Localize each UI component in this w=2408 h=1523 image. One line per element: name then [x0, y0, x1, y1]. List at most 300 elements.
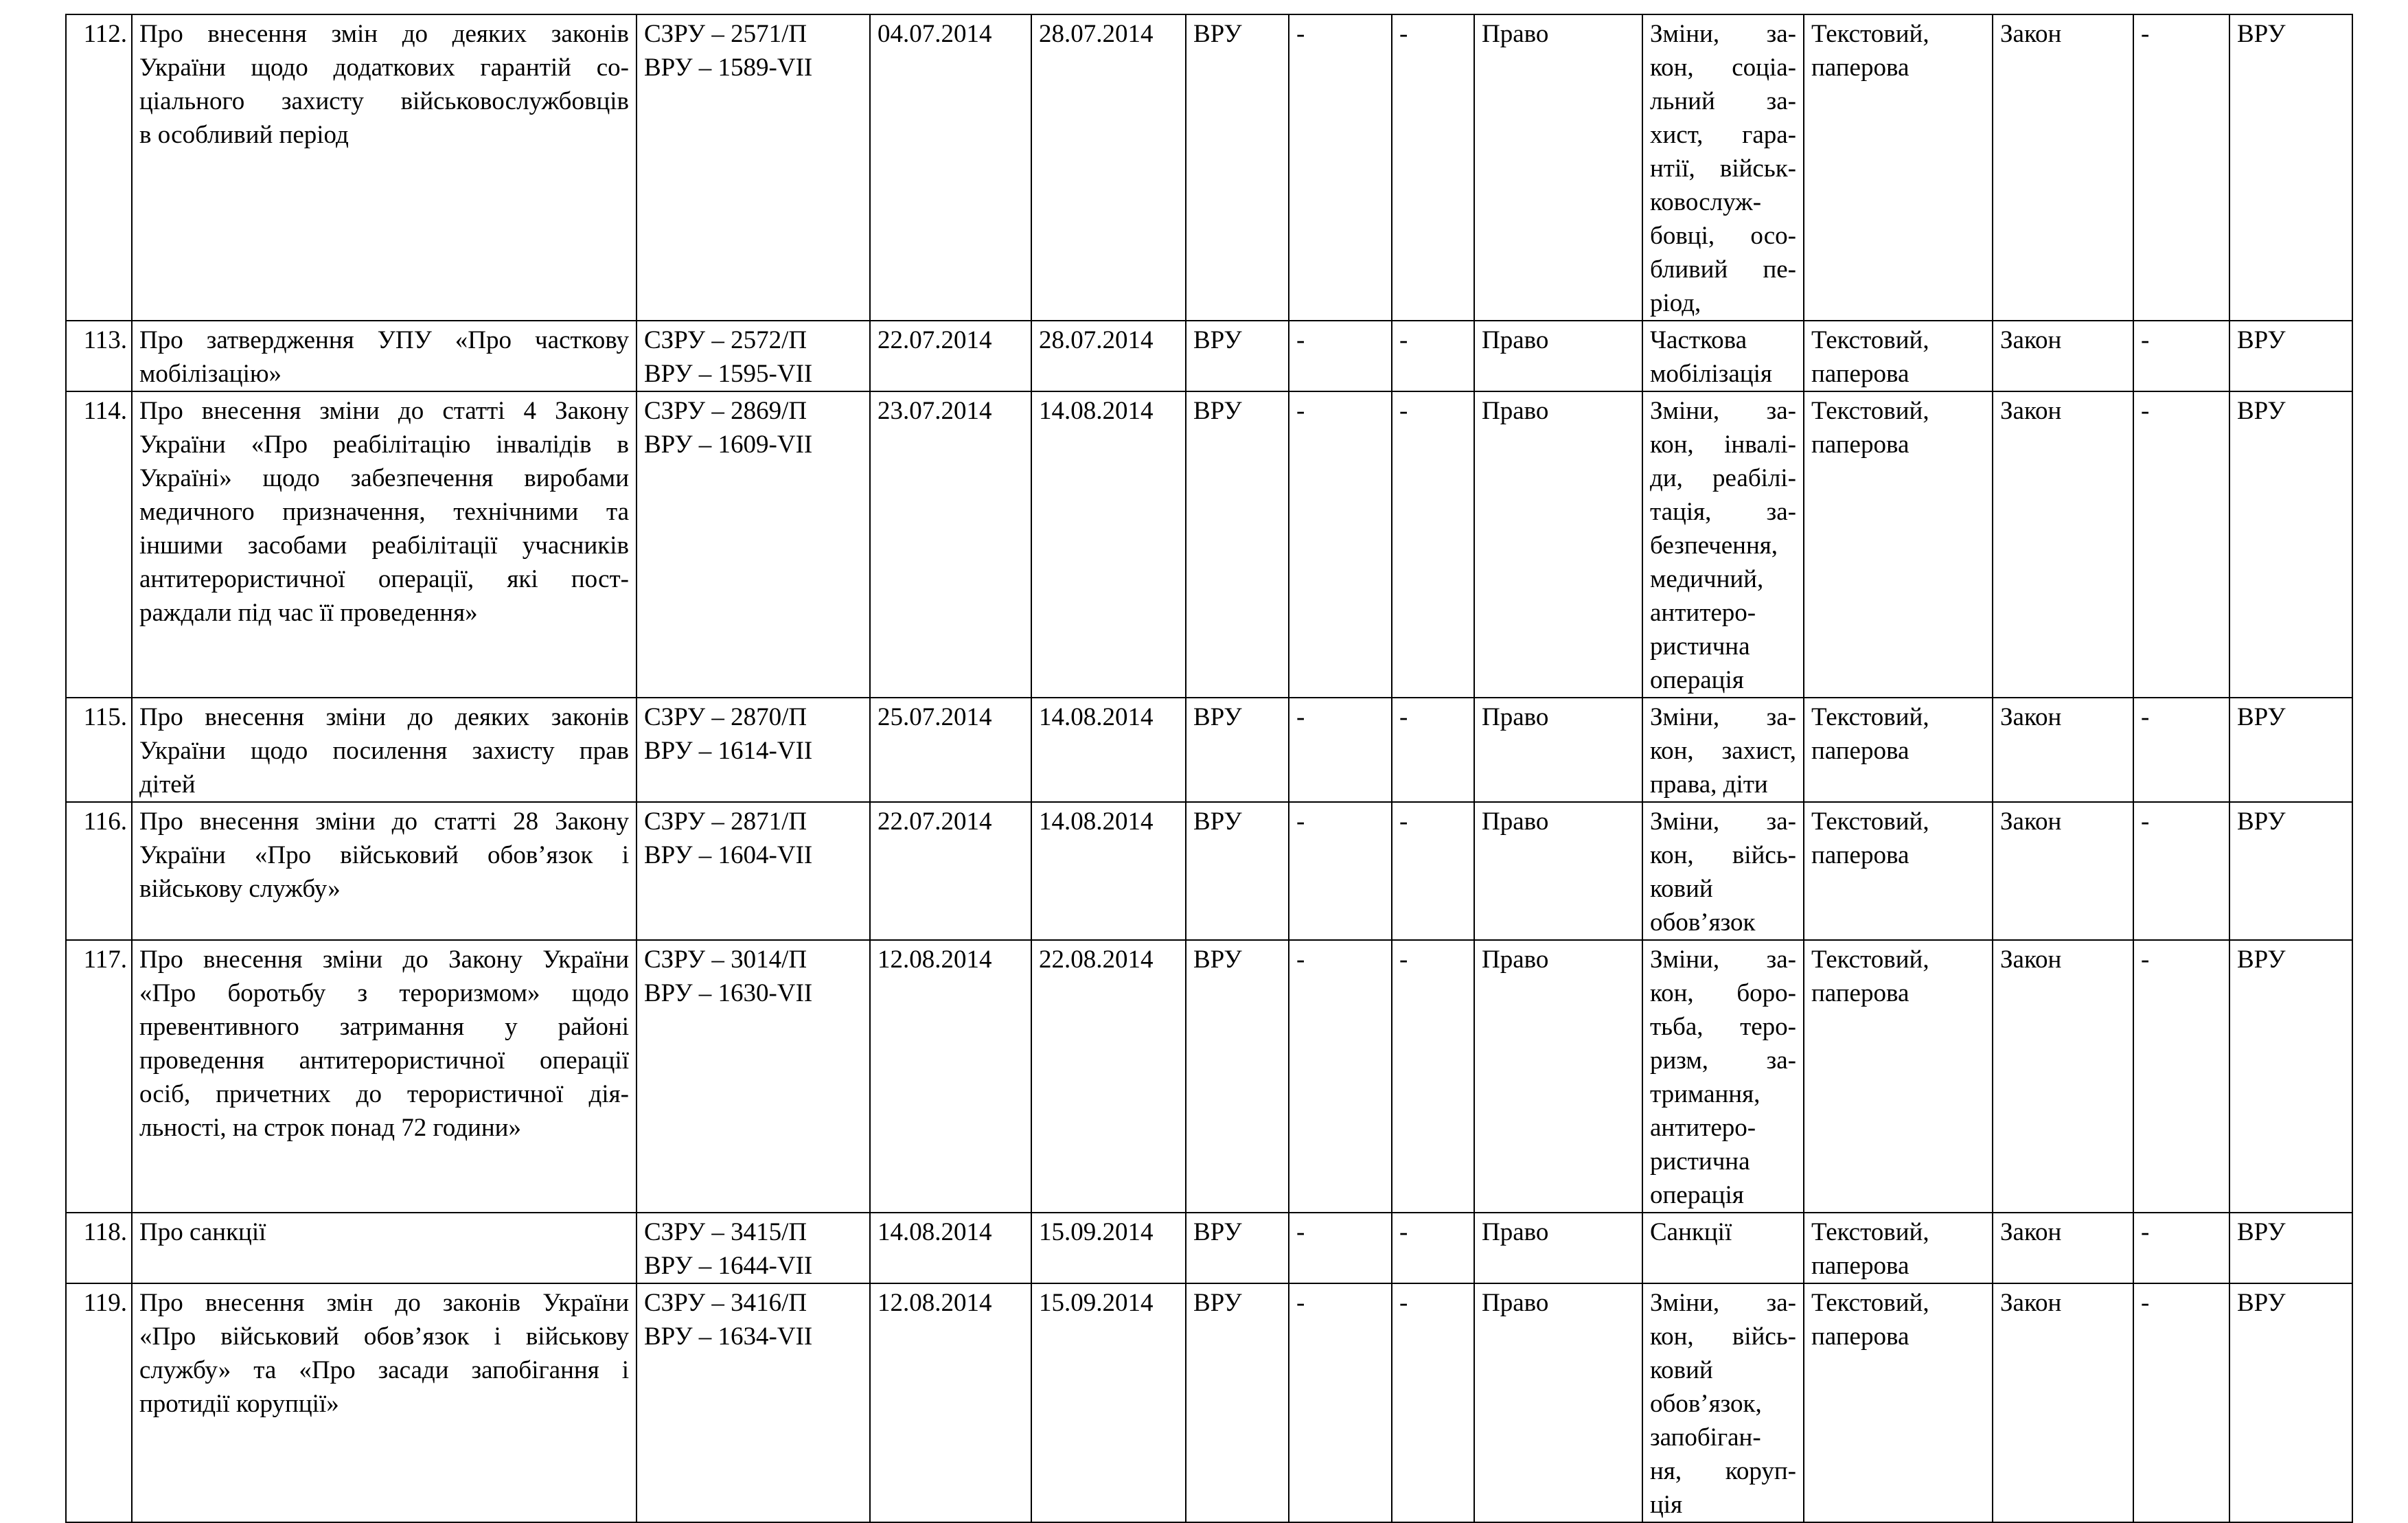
registration-date-text: 14.08.2014: [1039, 703, 1154, 731]
cell-document-type: [1993, 321, 2133, 391]
cell-column-7: [1289, 940, 1392, 1213]
cell-issuing-body: [1186, 321, 1289, 391]
column-13-text: -: [2141, 397, 2150, 425]
subject-field-text: Право: [1482, 703, 1549, 731]
registration-date-text: 22.08.2014: [1039, 946, 1154, 974]
act-title-line: Про внесення зміни до Закону України: [139, 946, 629, 974]
registration-number-line: СЗРУ – 3415/П: [644, 1218, 807, 1246]
cell-number: [66, 391, 132, 698]
cell-owner: [2229, 321, 2352, 391]
cell-keywords: [1642, 1283, 1804, 1522]
cell-column-8: [1392, 802, 1474, 940]
keywords-line: льний за-: [1650, 87, 1796, 115]
registration-number-line: ВРУ – 1604-VII: [644, 841, 813, 869]
cell-owner: [2229, 391, 2352, 698]
column-13-text: -: [2141, 1218, 2150, 1246]
keywords-line: Зміни, за-: [1650, 808, 1796, 836]
cell-subject-field: [1474, 698, 1642, 802]
cell-document-form: [1804, 802, 1993, 940]
cell-number: [66, 802, 132, 940]
cell-column-8: [1392, 391, 1474, 698]
act-title-line: мобілізацію»: [139, 360, 282, 388]
owner-text: ВРУ: [2237, 397, 2286, 425]
keywords-line: кон, війсь-: [1650, 841, 1796, 869]
act-title-line: службу» та «Про засади запобігання і: [139, 1356, 629, 1384]
cell-registration-date: [1031, 802, 1186, 940]
column-7-text: -: [1296, 20, 1305, 48]
cell-issuing-body: [1186, 14, 1289, 321]
cell-number: [66, 321, 132, 391]
subject-field-text: Право: [1482, 946, 1549, 974]
legal-acts-registry-table: [65, 14, 2353, 1523]
keywords-line: ковий: [1650, 1356, 1713, 1384]
registration-date-text: 15.09.2014: [1039, 1289, 1154, 1317]
issuing-body-text: ВРУ: [1193, 1289, 1242, 1317]
registration-number-line: ВРУ – 1609-VII: [644, 431, 813, 459]
cell-number: [66, 698, 132, 802]
column-13-text: -: [2141, 946, 2150, 974]
cell-column-7: [1289, 698, 1392, 802]
act-title-line: військову службу»: [139, 875, 341, 903]
cell-registration-number: [637, 1213, 870, 1283]
keywords-line: Санкції: [1650, 1218, 1732, 1246]
column-7-text: -: [1296, 808, 1305, 836]
keywords-line: тація, за-: [1650, 498, 1796, 526]
document-form-line: паперова: [1811, 841, 1910, 869]
document-form-line: паперова: [1811, 360, 1910, 388]
issuing-body-text: ВРУ: [1193, 397, 1242, 425]
keywords-line: медичний,: [1650, 565, 1764, 593]
cell-owner: [2229, 1213, 2352, 1283]
table-row: [66, 940, 2352, 1213]
cell-owner: [2229, 1283, 2352, 1522]
cell-column-8: [1392, 1213, 1474, 1283]
act-title-line: льності, на строк понад 72 години»: [139, 1114, 521, 1142]
cell-subject-field: [1474, 14, 1642, 321]
column-8-text: -: [1399, 326, 1408, 354]
cell-document-type: [1993, 14, 2133, 321]
cell-registration-number: [637, 321, 870, 391]
cell-column-8: [1392, 14, 1474, 321]
column-8-text: -: [1399, 703, 1408, 731]
keywords-line: кон, війсь-: [1650, 1322, 1796, 1351]
act-title-line: Про внесення зміни до деяких законів: [139, 703, 629, 731]
cell-document-form: [1804, 1213, 1993, 1283]
cell-column-7: [1289, 321, 1392, 391]
act-title-line: Про внесення змін до деяких законів: [139, 20, 629, 48]
document-form-line: Текстовий,: [1811, 397, 1929, 425]
cell-document-type: [1993, 940, 2133, 1213]
cell-adoption-date: [870, 1213, 1031, 1283]
document-form-line: паперова: [1811, 1252, 1910, 1280]
keywords-line: Зміни, за-: [1650, 703, 1796, 731]
cell-keywords: [1642, 1213, 1804, 1283]
cell-column-13: [2133, 940, 2229, 1213]
cell-registration-number: [637, 1283, 870, 1522]
table-row: [66, 698, 2352, 802]
keywords-line: операція: [1650, 666, 1744, 694]
column-7-text: -: [1296, 1218, 1305, 1246]
document-form-line: Текстовий,: [1811, 703, 1929, 731]
column-8-text: -: [1399, 1289, 1408, 1317]
keywords-line: бливий пе-: [1650, 255, 1796, 284]
subject-field-text: Право: [1482, 20, 1549, 48]
cell-adoption-date: [870, 391, 1031, 698]
cell-issuing-body: [1186, 940, 1289, 1213]
cell-adoption-date: [870, 321, 1031, 391]
keywords-line: Зміни, за-: [1650, 397, 1796, 425]
document-form-line: паперова: [1811, 54, 1910, 82]
cell-document-form: [1804, 321, 1993, 391]
issuing-body-text: ВРУ: [1193, 20, 1242, 48]
column-13-text: -: [2141, 1289, 2150, 1317]
keywords-line: ковий: [1650, 875, 1713, 903]
registry-sheet: [65, 14, 2352, 1523]
cell-keywords: [1642, 802, 1804, 940]
registration-number-line: СЗРУ – 2571/П: [644, 20, 807, 48]
column-7-text: -: [1296, 326, 1305, 354]
cell-registration-number: [637, 14, 870, 321]
cell-subject-field: [1474, 940, 1642, 1213]
keywords-line: мобілізація: [1650, 360, 1772, 388]
cell-column-7: [1289, 391, 1392, 698]
registration-date-text: 28.07.2014: [1039, 326, 1154, 354]
number-text: 116.: [83, 808, 127, 836]
cell-column-8: [1392, 940, 1474, 1213]
subject-field-text: Право: [1482, 326, 1549, 354]
adoption-date-text: 22.07.2014: [878, 808, 992, 836]
document-form-line: Текстовий,: [1811, 946, 1929, 974]
act-title-line: раждали під час її проведення»: [139, 599, 478, 627]
cell-subject-field: [1474, 1213, 1642, 1283]
cell-registration-date: [1031, 391, 1186, 698]
column-13-text: -: [2141, 20, 2150, 48]
cell-column-13: [2133, 391, 2229, 698]
number-text: 114.: [83, 397, 127, 425]
cell-act-title: [132, 391, 637, 698]
document-form-line: паперова: [1811, 1322, 1910, 1351]
column-7-text: -: [1296, 1289, 1305, 1317]
cell-document-form: [1804, 391, 1993, 698]
act-title-line: України «Про реабілітацію інвалідів в: [139, 431, 629, 459]
cell-column-13: [2133, 1283, 2229, 1522]
act-title-line: України щодо додаткових гарантій со-: [139, 54, 629, 82]
column-7-text: -: [1296, 946, 1305, 974]
act-title-line: Про санкції: [139, 1218, 266, 1246]
cell-registration-date: [1031, 1283, 1186, 1522]
owner-text: ВРУ: [2237, 1218, 2286, 1246]
cell-column-7: [1289, 802, 1392, 940]
cell-adoption-date: [870, 802, 1031, 940]
act-title-line: Про затвердження УПУ «Про часткову: [139, 326, 629, 354]
subject-field-text: Право: [1482, 808, 1549, 836]
cell-document-type: [1993, 391, 2133, 698]
column-8-text: -: [1399, 20, 1408, 48]
adoption-date-text: 14.08.2014: [878, 1218, 992, 1246]
cell-act-title: [132, 802, 637, 940]
cell-keywords: [1642, 391, 1804, 698]
document-type-text: Закон: [2000, 946, 2062, 974]
act-title-line: дітей: [139, 770, 196, 799]
table-row: [66, 391, 2352, 698]
registration-date-text: 14.08.2014: [1039, 397, 1154, 425]
cell-column-13: [2133, 321, 2229, 391]
cell-adoption-date: [870, 940, 1031, 1213]
cell-keywords: [1642, 321, 1804, 391]
keywords-line: Зміни, за-: [1650, 946, 1796, 974]
table-row: [66, 14, 2352, 321]
act-title-line: «Про військовий обов’язок і військову: [139, 1322, 629, 1351]
document-type-text: Закон: [2000, 20, 2062, 48]
keywords-line: кон, захист,: [1650, 737, 1796, 765]
keywords-line: хист, гара-: [1650, 121, 1796, 149]
keywords-line: Зміни, за-: [1650, 20, 1796, 48]
keywords-line: ристична: [1650, 1147, 1750, 1176]
cell-column-7: [1289, 1283, 1392, 1522]
keywords-line: ризм, за-: [1650, 1046, 1796, 1075]
cell-column-7: [1289, 1213, 1392, 1283]
act-title-line: України «Про військовий обов’язок і: [139, 841, 629, 869]
adoption-date-text: 22.07.2014: [878, 326, 992, 354]
owner-text: ВРУ: [2237, 20, 2286, 48]
keywords-line: антитеро-: [1650, 1114, 1756, 1142]
act-title-line: медичного призначення, технічними та: [139, 498, 629, 526]
keywords-line: кон, соціа-: [1650, 54, 1796, 82]
cell-owner: [2229, 802, 2352, 940]
owner-text: ВРУ: [2237, 808, 2286, 836]
keywords-line: обов’язок,: [1650, 1390, 1762, 1418]
registration-number-line: СЗРУ – 3416/П: [644, 1289, 807, 1317]
cell-column-13: [2133, 1213, 2229, 1283]
keywords-line: ковослуж-: [1650, 188, 1762, 216]
registration-number-line: ВРУ – 1630-VII: [644, 979, 813, 1007]
cell-column-7: [1289, 14, 1392, 321]
keywords-line: тьба, теро-: [1650, 1013, 1796, 1041]
cell-owner: [2229, 698, 2352, 802]
cell-registration-date: [1031, 940, 1186, 1213]
issuing-body-text: ВРУ: [1193, 1218, 1242, 1246]
cell-number: [66, 1283, 132, 1522]
cell-subject-field: [1474, 391, 1642, 698]
cell-document-form: [1804, 1283, 1993, 1522]
keywords-line: Часткова: [1650, 326, 1747, 354]
act-title-line: Про внесення змін до законів України: [139, 1289, 629, 1317]
table-row: [66, 321, 2352, 391]
keywords-line: нтії, військ-: [1650, 154, 1796, 183]
cell-document-type: [1993, 1283, 2133, 1522]
act-title-line: Україні» щодо забезпечення виробами: [139, 464, 629, 492]
act-title-line: антитерористичної операції, які пост-: [139, 565, 629, 593]
cell-adoption-date: [870, 14, 1031, 321]
keywords-line: антитеро-: [1650, 599, 1756, 627]
cell-subject-field: [1474, 1283, 1642, 1522]
registration-number-line: ВРУ – 1595-VII: [644, 360, 813, 388]
keywords-line: ція: [1650, 1491, 1683, 1519]
adoption-date-text: 12.08.2014: [878, 1289, 992, 1317]
registration-number-line: ВРУ – 1589-VII: [644, 54, 813, 82]
adoption-date-text: 12.08.2014: [878, 946, 992, 974]
column-7-text: -: [1296, 397, 1305, 425]
act-title-line: в особливий період: [139, 121, 349, 149]
owner-text: ВРУ: [2237, 1289, 2286, 1317]
cell-act-title: [132, 1283, 637, 1522]
issuing-body-text: ВРУ: [1193, 703, 1242, 731]
registration-number-line: СЗРУ – 2871/П: [644, 808, 807, 836]
cell-registration-date: [1031, 14, 1186, 321]
cell-column-8: [1392, 698, 1474, 802]
document-type-text: Закон: [2000, 326, 2062, 354]
document-type-text: Закон: [2000, 1289, 2062, 1317]
act-title-line: превентивного затримання у районі: [139, 1013, 629, 1041]
column-13-text: -: [2141, 808, 2150, 836]
cell-act-title: [132, 698, 637, 802]
cell-registration-date: [1031, 321, 1186, 391]
adoption-date-text: 04.07.2014: [878, 20, 992, 48]
cell-column-13: [2133, 14, 2229, 321]
cell-issuing-body: [1186, 802, 1289, 940]
issuing-body-text: ВРУ: [1193, 326, 1242, 354]
column-8-text: -: [1399, 946, 1408, 974]
cell-act-title: [132, 321, 637, 391]
keywords-line: Зміни, за-: [1650, 1289, 1796, 1317]
table-row: [66, 1213, 2352, 1283]
cell-number: [66, 1213, 132, 1283]
keywords-line: безпечення,: [1650, 531, 1778, 560]
document-form-line: Текстовий,: [1811, 1289, 1929, 1317]
cell-column-8: [1392, 1283, 1474, 1522]
act-title-line: «Про боротьбу з тероризмом» щодо: [139, 979, 629, 1007]
cell-subject-field: [1474, 321, 1642, 391]
document-form-line: паперова: [1811, 431, 1910, 459]
cell-adoption-date: [870, 1283, 1031, 1522]
cell-document-type: [1993, 698, 2133, 802]
table-row: [66, 802, 2352, 940]
act-title-line: Про внесення зміни до статті 4 Закону: [139, 397, 629, 425]
cell-document-form: [1804, 14, 1993, 321]
keywords-line: запобіган-: [1650, 1423, 1761, 1452]
cell-issuing-body: [1186, 1283, 1289, 1522]
issuing-body-text: ВРУ: [1193, 808, 1242, 836]
cell-document-form: [1804, 940, 1993, 1213]
number-text: 113.: [83, 326, 127, 354]
cell-document-type: [1993, 1213, 2133, 1283]
registration-date-text: 15.09.2014: [1039, 1218, 1154, 1246]
number-text: 112.: [83, 20, 127, 48]
keywords-line: кон, боро-: [1650, 979, 1796, 1007]
cell-keywords: [1642, 940, 1804, 1213]
subject-field-text: Право: [1482, 1289, 1549, 1317]
cell-subject-field: [1474, 802, 1642, 940]
column-7-text: -: [1296, 703, 1305, 731]
act-title-line: проведення антитерористичної операції: [139, 1046, 629, 1075]
table-row: [66, 1283, 2352, 1522]
registration-number-line: ВРУ – 1644-VII: [644, 1252, 813, 1280]
column-13-text: -: [2141, 326, 2150, 354]
keywords-line: ди, реабілі-: [1650, 464, 1796, 492]
subject-field-text: Право: [1482, 1218, 1549, 1246]
keywords-line: обов’язок: [1650, 908, 1756, 937]
act-title-line: України щодо посилення захисту прав: [139, 737, 629, 765]
column-13-text: -: [2141, 703, 2150, 731]
cell-issuing-body: [1186, 1213, 1289, 1283]
number-text: 117.: [83, 946, 127, 974]
issuing-body-text: ВРУ: [1193, 946, 1242, 974]
registration-number-line: СЗРУ – 2870/П: [644, 703, 807, 731]
cell-registration-number: [637, 698, 870, 802]
registry-body: [66, 14, 2352, 1522]
cell-act-title: [132, 940, 637, 1213]
adoption-date-text: 25.07.2014: [878, 703, 992, 731]
cell-owner: [2229, 940, 2352, 1213]
document-type-text: Закон: [2000, 397, 2062, 425]
registration-date-text: 14.08.2014: [1039, 808, 1154, 836]
cell-issuing-body: [1186, 698, 1289, 802]
cell-registration-number: [637, 391, 870, 698]
number-text: 115.: [83, 703, 127, 731]
cell-act-title: [132, 14, 637, 321]
cell-owner: [2229, 14, 2352, 321]
keywords-line: ня, коруп-: [1650, 1457, 1796, 1485]
cell-adoption-date: [870, 698, 1031, 802]
act-title-line: Про внесення зміни до статті 28 Закону: [139, 808, 629, 836]
document-form-line: паперова: [1811, 979, 1910, 1007]
cell-registration-number: [637, 940, 870, 1213]
cell-registration-number: [637, 802, 870, 940]
keywords-line: тримання,: [1650, 1080, 1761, 1108]
cell-number: [66, 14, 132, 321]
keywords-line: бовці, осо-: [1650, 222, 1796, 250]
adoption-date-text: 23.07.2014: [878, 397, 992, 425]
registration-number-line: СЗРУ – 2572/П: [644, 326, 807, 354]
act-title-line: ціального захисту військовослужбовців: [139, 87, 629, 115]
act-title-line: іншими засобами реабілітації учасників: [139, 531, 629, 560]
cell-registration-date: [1031, 698, 1186, 802]
owner-text: ВРУ: [2237, 326, 2286, 354]
document-form-line: Текстовий,: [1811, 808, 1929, 836]
keywords-line: операція: [1650, 1181, 1744, 1209]
cell-act-title: [132, 1213, 637, 1283]
number-text: 119.: [83, 1289, 127, 1317]
document-form-line: Текстовий,: [1811, 326, 1929, 354]
cell-document-form: [1804, 698, 1993, 802]
registration-number-line: СЗРУ – 2869/П: [644, 397, 807, 425]
cell-issuing-body: [1186, 391, 1289, 698]
document-type-text: Закон: [2000, 1218, 2062, 1246]
subject-field-text: Право: [1482, 397, 1549, 425]
cell-document-type: [1993, 802, 2133, 940]
keywords-line: ристична: [1650, 632, 1750, 661]
registration-date-text: 28.07.2014: [1039, 20, 1154, 48]
keywords-line: права, діти: [1650, 770, 1768, 799]
document-form-line: Текстовий,: [1811, 1218, 1929, 1246]
cell-keywords: [1642, 14, 1804, 321]
cell-column-13: [2133, 802, 2229, 940]
column-8-text: -: [1399, 397, 1408, 425]
cell-column-8: [1392, 321, 1474, 391]
cell-keywords: [1642, 698, 1804, 802]
act-title-line: протидії корупції»: [139, 1390, 339, 1418]
cell-registration-date: [1031, 1213, 1186, 1283]
keywords-line: ріод,: [1650, 289, 1701, 317]
cell-number: [66, 940, 132, 1213]
column-8-text: -: [1399, 1218, 1408, 1246]
owner-text: ВРУ: [2237, 946, 2286, 974]
number-text: 118.: [83, 1218, 127, 1246]
document-form-line: Текстовий,: [1811, 20, 1929, 48]
column-8-text: -: [1399, 808, 1408, 836]
registration-number-line: СЗРУ – 3014/П: [644, 946, 807, 974]
document-form-line: паперова: [1811, 737, 1910, 765]
